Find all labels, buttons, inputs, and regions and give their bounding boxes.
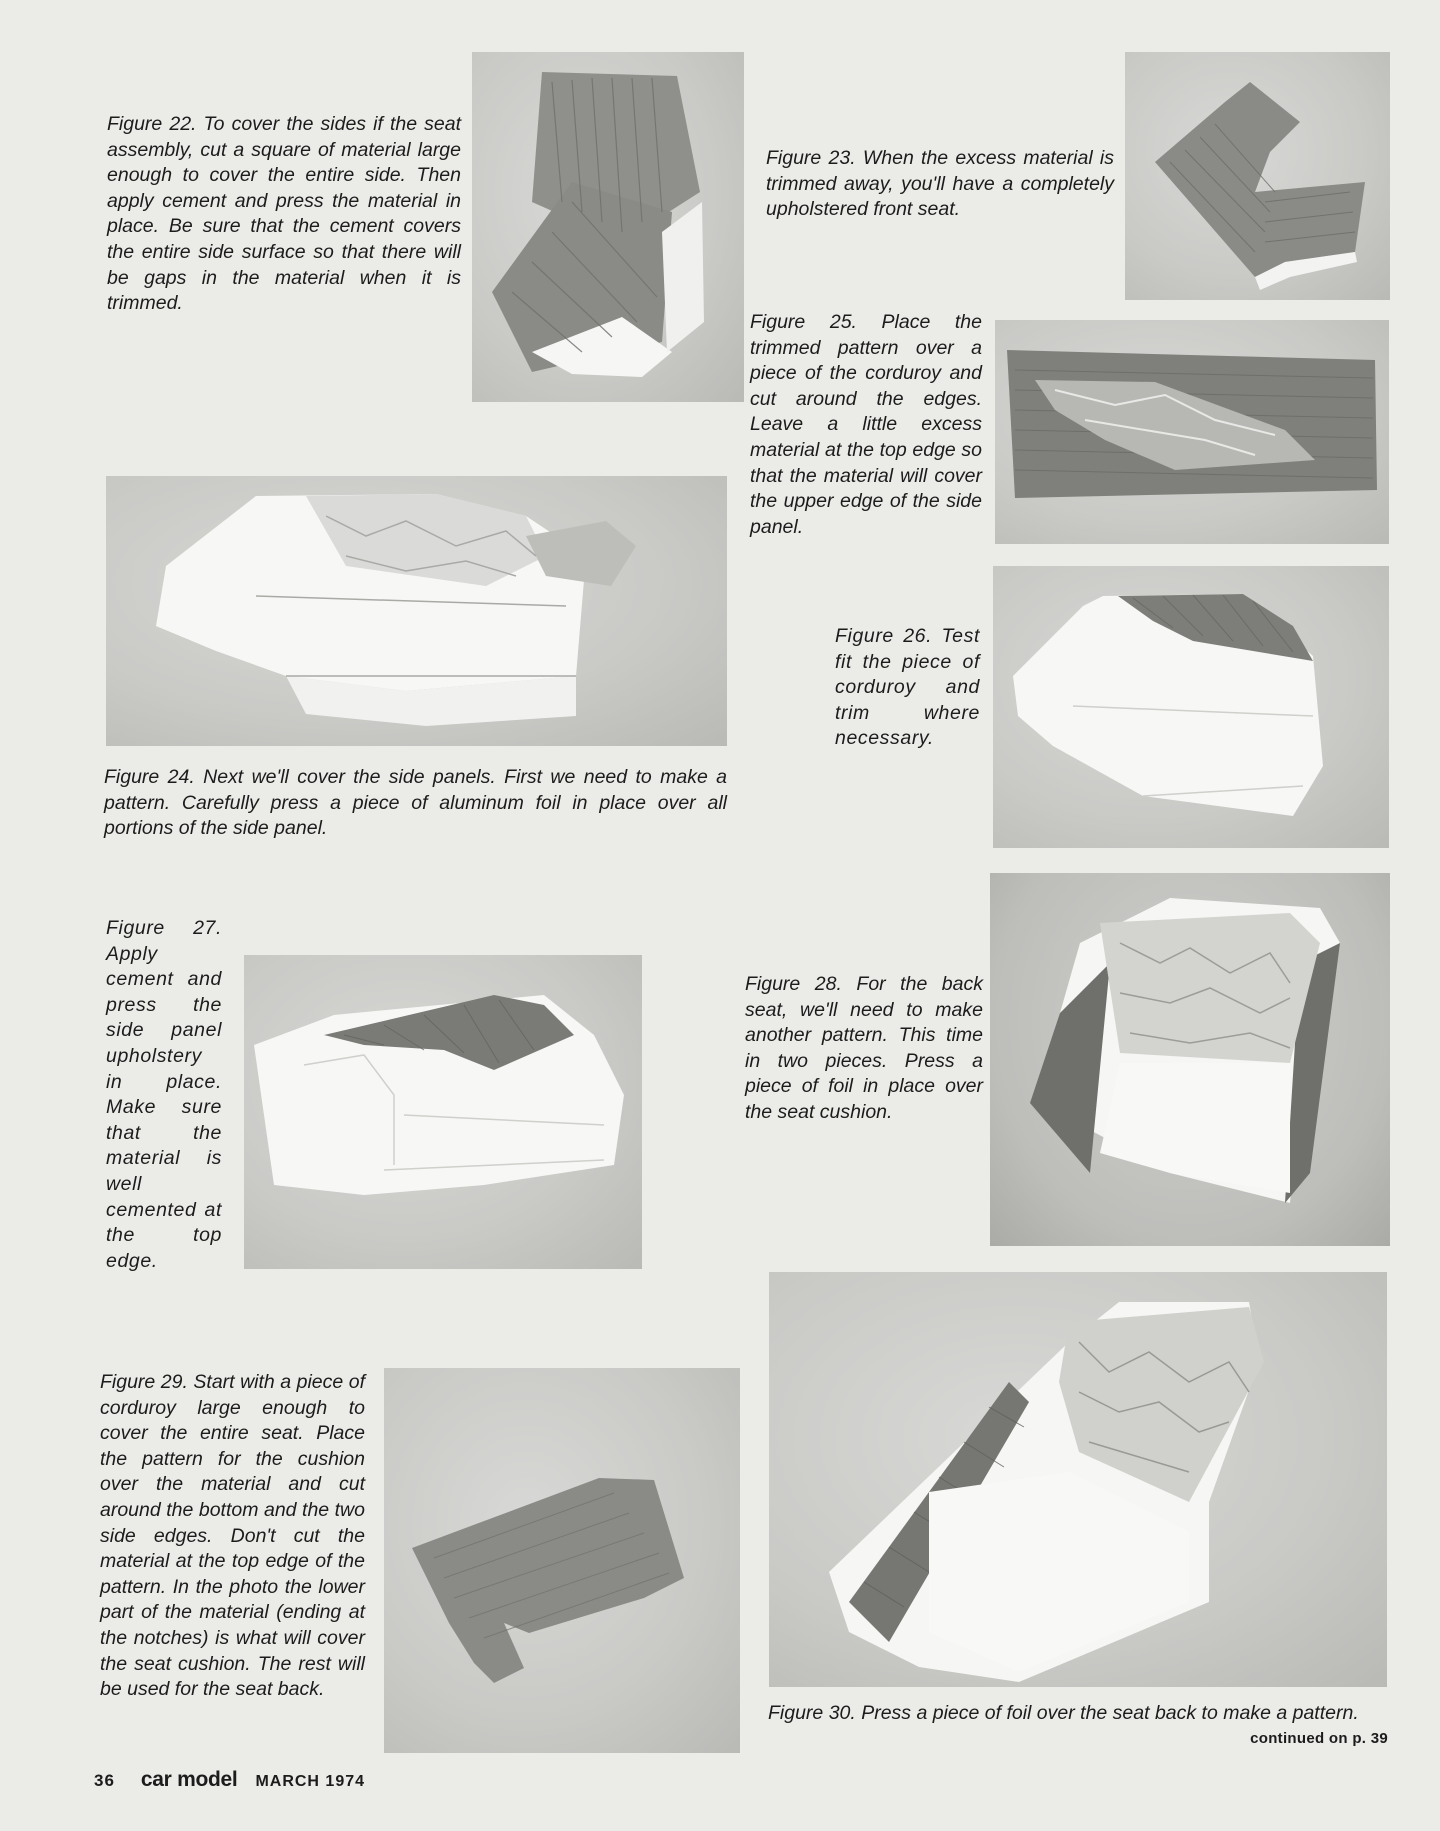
- side-panel-corduroy-test-fit-image: [993, 566, 1389, 848]
- figure-24-photo: [106, 476, 727, 746]
- side-panel-upholstered-image: [244, 955, 642, 1269]
- back-seat-foil-over-seat-back-image: [769, 1272, 1387, 1687]
- page-footer: [94, 1768, 365, 1792]
- figure-26-photo: [993, 566, 1389, 848]
- corduroy-piece-image: [384, 1368, 740, 1753]
- figure-22-photo: [472, 52, 744, 402]
- figure-23-photo: [1125, 52, 1390, 300]
- back-seat-foil-pattern-image: [990, 873, 1390, 1246]
- figure-30-photo: [769, 1272, 1387, 1687]
- magazine-name: car model: [140, 1768, 238, 1791]
- figure-30-caption: Figure 30. Press a piece of foil over the seat back to make a pattern.: [768, 1702, 1359, 1724]
- seat-side-corduroy-image: [472, 52, 744, 402]
- figure-25-photo: [995, 320, 1389, 544]
- continued-notice: continued on p. 39: [1250, 1730, 1388, 1747]
- upholstered-front-seat-image: [1125, 52, 1390, 300]
- page-number: 36: [94, 1771, 115, 1790]
- figure-28-photo: [990, 873, 1390, 1246]
- figure-29-caption: Figure 29. Start with a piece of corduroy large enough to cover the entire seat. Place the pattern for the cushion over the material and cut around the bottom and the two side edges. Don't cut the material at the top edge of the pattern. In the photo the lower part of the material (ending at the notches) is what will cover the seat cushion. The rest will be used for the seat back.: [100, 1371, 365, 1701]
- corduroy-with-foil-pattern-image: [995, 320, 1389, 544]
- figure-25-caption: Figure 25. Place the trimmed pattern over a piece of the corduroy and cut around the edges. Leave a little excess material at the top edge so that the material will cover the upper edge of the side panel.: [750, 311, 982, 538]
- side-panel-foil-pattern-image: [106, 476, 727, 746]
- figure-28-caption: Figure 28. For the back seat, we'll need to make another pattern. This time in two pieces. Press a piece of foil in place over the seat cushion.: [745, 973, 983, 1123]
- figure-27-caption: Figure 27. Apply cement and press the side panel upholstery in place. Make sure that the material is well cemented at the top edge.: [106, 917, 222, 1272]
- figure-22-caption: Figure 22. To cover the sides if the seat assembly, cut a square of material large enough to cover the entire side. Then apply cement and press the material in place. Be sure that the cement covers the entire side surface so that there will be gaps in the material when it is trimmed.: [107, 113, 461, 315]
- figure-26-caption: Figure 26. Test fit the piece of corduroy and trim where necessary.: [835, 625, 980, 750]
- figure-24-caption: Figure 24. Next we'll cover the side panels. First we need to make a pattern. Carefully press a piece of aluminum foil in place over all portions of the side panel.: [104, 766, 727, 840]
- figure-29-photo: [384, 1368, 740, 1753]
- issue-date: MARCH 1974: [255, 1773, 366, 1790]
- figure-23-caption: Figure 23. When the excess material is trimmed away, you'll have a completely upholstered front seat.: [766, 147, 1114, 221]
- figure-27-photo: [244, 955, 642, 1269]
